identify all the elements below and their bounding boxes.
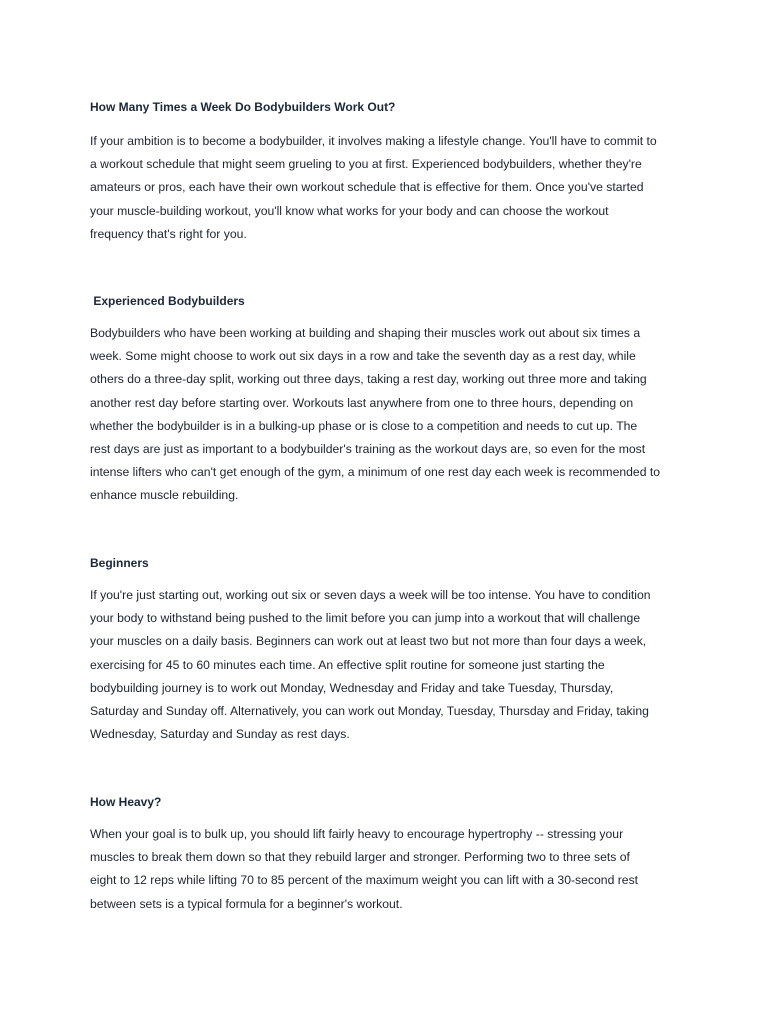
paragraph <box>90 130 690 246</box>
text-line: whether the bodybuilder is in a bulking-up phase or is close to a competition and needs to cut up. The <box>90 418 638 433</box>
text-line: intense lifters who can't get enough of the gym, a minimum of one rest day each week is recommended to <box>90 465 661 480</box>
text-line: rest days are just as important to a bodybuilder's training as the workout days are, so even for the most <box>90 442 646 457</box>
text-line: enhance muscle rebuilding. <box>90 488 239 503</box>
text-line: Wednesday, Saturday and Sunday as rest days. <box>90 727 350 742</box>
section-beginners-body <box>90 584 690 746</box>
text-line: another rest day before starting over. Workouts last anywhere from one to three hours, depending on <box>90 395 634 410</box>
text-line: a workout schedule that might seem grueling to you at first. Experienced bodybuilders, whether they're <box>90 157 642 172</box>
text-line: week. Some might choose to work out six days in a row and take the seventh day as a rest day, while <box>90 349 636 364</box>
section-how-heavy-body <box>90 823 690 916</box>
text-line: your muscle-building workout, you'll know what works for your body and can choose the workout <box>90 203 609 218</box>
section-heading: How Many Times a Week Do Bodybuilders Work Out? <box>90 100 396 114</box>
text-line: Saturday and Sunday off. Alternatively, you can work out Monday, Tuesday, Thursday and Friday, taking <box>90 704 649 719</box>
section-experienced-body <box>90 322 690 508</box>
text-line: between sets is a typical formula for a beginner's workout. <box>90 896 403 911</box>
text-line: others do a three-day split, working out three days, taking a rest day, working out three more and taking <box>90 372 647 387</box>
section-experienced <box>90 293 690 309</box>
section-intro-body <box>90 130 690 246</box>
section-intro <box>90 99 690 115</box>
text-line: frequency that's right for you. <box>90 226 247 241</box>
section-how-heavy <box>90 794 690 810</box>
section-heading: How Heavy? <box>90 795 162 809</box>
section-heading: Beginners <box>90 556 149 570</box>
text-line: eight to 12 reps while lifting 70 to 85 percent of the maximum weight you can lift with a 30-second rest <box>90 873 639 888</box>
text-line: If you're just starting out, working out six or seven days a week will be too intense. You have to condition <box>90 588 651 602</box>
paragraph <box>90 322 690 508</box>
text-line: If your ambition is to become a bodybuilder, it involves making a lifestyle change. You'll have to commit to <box>90 134 657 148</box>
text-line: muscles to break them down so that they rebuild larger and stronger. Performing two to three sets of <box>90 850 630 865</box>
text-line: Bodybuilders who have been working at building and shaping their muscles work out about six times a <box>90 326 641 340</box>
text-line: your body to withstand being pushed to the limit before you can jump into a workout that will challenge <box>90 611 641 626</box>
paragraph <box>90 823 690 916</box>
text-line: exercising for 45 to 60 minutes each time. An effective split routine for someone just starting the <box>90 657 605 672</box>
text-line: your muscles on a daily basis. Beginners can work out at least two but not more than four days a week, <box>90 634 647 649</box>
text-line: bodybuilding journey is to work out Monday, Wednesday and Friday and take Tuesday, Thursday, <box>90 680 614 695</box>
text-line: When your goal is to bulk up, you should lift fairly heavy to encourage hypertrophy -- stressing your <box>90 827 624 841</box>
section-beginners <box>90 555 690 571</box>
paragraph <box>90 584 690 746</box>
section-heading: Experienced Bodybuilders <box>90 294 245 308</box>
text-line: amateurs or pros, each have their own workout schedule that is effective for them. Once you've started <box>90 180 644 195</box>
